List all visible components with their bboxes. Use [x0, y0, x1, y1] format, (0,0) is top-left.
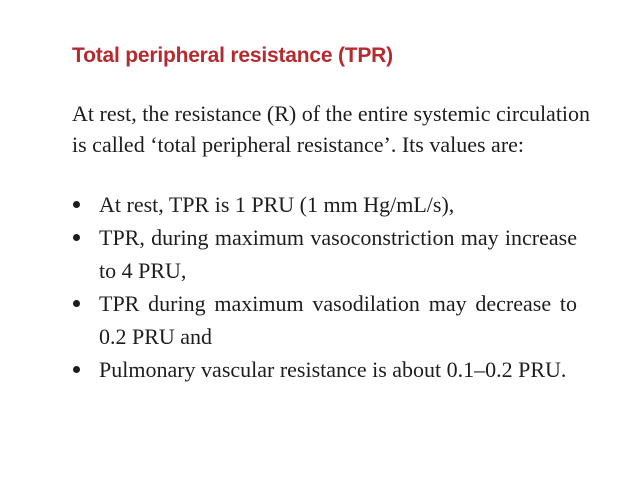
bullet-line: TPR during maximum vasodilation may decrease to [99, 291, 577, 316]
bullet-item-vasoconstriction [72, 221, 592, 287]
bullet-line: 0.2 PRU and [99, 324, 213, 349]
intro-line-1: At rest, the resistance (R) of the entire systemic circulation [72, 101, 591, 126]
bullet-line: At rest, TPR is 1 PRU (1 mm Hg/mL/s), [99, 192, 455, 217]
bullet-line: to 4 PRU, [99, 258, 187, 283]
values-bullet-list [72, 188, 592, 386]
bullet-item-resting-tpr [72, 188, 592, 221]
bullet-dot-icon [73, 300, 80, 307]
bullet-dot-icon [73, 234, 80, 241]
intro-paragraph [72, 98, 592, 160]
bullet-dot-icon [73, 366, 80, 373]
bullet-line: Pulmonary vascular resistance is about 0.1–0.2 PRU. [99, 357, 567, 382]
section-heading: Total peripheral resistance (TPR) [72, 44, 393, 67]
bullet-item-vasodilation [72, 287, 592, 353]
intro-line-2: is called ‘total peripheral resistance’. Its values are: [72, 132, 525, 157]
bullet-item-pulmonary [72, 353, 592, 386]
bullet-line: TPR, during maximum vasoconstriction may increase [99, 225, 577, 250]
bullet-dot-icon [73, 201, 80, 208]
